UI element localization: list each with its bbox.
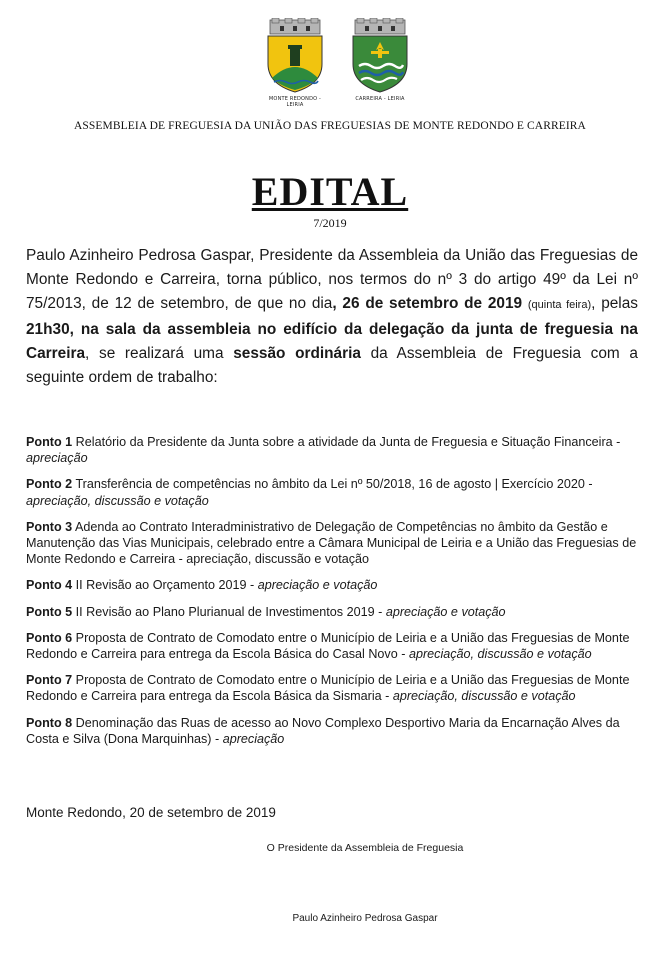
intro-paragraph [26,244,638,390]
agenda-item-label: Ponto 3 [26,519,73,534]
place-and-date: Monte Redondo, 20 de setembro de 2019 [26,805,276,820]
intro-part-4: , se realizará uma [85,344,234,362]
intro-part-5: da Assembleia de Freguesia com a seguinte ordem de trabalho: [26,344,638,387]
agenda-item-text: Adenda ao Contrato Interadministrativo de Delegação de Competências no âmbito da Gestão e Manutenção das Vias Municipais, celebrado entre a Câmara Municipal de Leiria e a União das Freguesias de Monte Redondo e Carreira - apreciação, discussão e votação [26,519,637,567]
agenda-item-text: Denominação das Ruas de acesso ao Novo Complexo Desportivo Maria da Encarnação Alves da Costa e Silva (Dona Marquinhas) - [26,715,620,746]
document-number: 7/2019 [313,216,347,230]
agenda-list [26,434,638,757]
carreira-crest [345,18,415,106]
agenda-item-label: Ponto 2 [26,477,73,492]
agenda-item-6 [26,630,638,662]
meeting-time: 21h30 [26,320,70,338]
agenda-item-text: Transferência de competências no âmbito da Lei nº 50/2018, 16 de agosto | Exercício 2020 - [72,477,593,492]
agenda-item-label: Ponto 1 [26,435,73,449]
agenda-item-label: Ponto 4 [26,578,73,593]
carreira-crest-label: CARREIRA - LEIRIA [355,96,405,102]
meeting-date: , 26 de setembro de 2019 [332,295,523,313]
agenda-item-1 [26,434,638,466]
agenda-item-text: II Revisão ao Orçamento 2019 - [72,578,258,593]
agenda-item-note: apreciação, discussão e votação [408,647,592,662]
intro-part-1: Paulo Azinheiro Pedrosa Gaspar, Presidente da Assembleia da União das Freguesias de Monte Redondo e Carreira [26,247,638,289]
agenda-item-2 [26,476,638,508]
agenda-item-label: Ponto 5 [26,604,73,619]
agenda-item-8 [26,715,638,747]
agenda-item-note: apreciação [26,451,88,466]
assembly-heading: ASSEMBLEIA DE FREGUESIA DA UNIÃO DAS FREGUESIAS DE MONTE REDONDO E CARREIRA [74,120,586,132]
crest-row [0,18,660,106]
agenda-item-text: Proposta de Contrato de Comodato entre o Município de Leiria e a União das Freguesias de Monte Redondo e Carreira para entrega da Escola Básica do Casal Novo - [26,630,630,662]
agenda-item-label: Ponto 6 [26,630,73,645]
agenda-item-text: Proposta de Contrato de Comodato entre o Município de Leiria e a União das Freguesias de Monte Redondo e Carreira para entrega da Escola Básica da Sismaria - [26,673,630,704]
meeting-weekday: (quinta feira) [527,299,592,312]
agenda-item-label: Ponto 7 [26,673,73,688]
agenda-item-5 [26,604,638,620]
agenda-item-note: apreciação, discussão e votação [392,689,576,704]
signatory-name: Paulo Azinheiro Pedrosa Gaspar [292,913,438,924]
meeting-location: , na sala da assembleia no edifício da delegação da junta de freguesia na Carreira [26,320,638,362]
intro-part-2: , torna público, nos termos do nº 3 do artigo 49º da Lei nº 75/2013, de 12 de setembro, de que no dia [26,271,638,313]
agenda-item-text: II Revisão ao Plano Plurianual de Investimentos 2019 - [72,604,386,619]
intro-part-3: , pelas [591,295,638,313]
agenda-item-text: Relatório da Presidente da Junta sobre a atividade da Junta de Freguesia e Situação Financeira - [72,435,621,449]
carreira-crest-icon [345,18,415,96]
agenda-item-note: apreciação, discussão e votação [26,493,209,508]
signatory-role: O Presidente da Assembleia de Freguesia [266,842,464,854]
monte-redondo-crest-label: MONTE REDONDO - LEIRIA [268,96,322,108]
agenda-item-note: apreciação [222,731,285,746]
agenda-item-3 [26,519,638,568]
agenda-item-4 [26,577,638,593]
document-title: EDITAL [251,169,409,214]
agenda-item-note: apreciação e votação [385,604,506,619]
agenda-item-note: apreciação e votação [257,578,378,593]
monte-redondo-crest [260,18,330,106]
monte-redondo-crest-icon [260,18,330,96]
agenda-item-7 [26,672,638,704]
agenda-item-label: Ponto 8 [26,715,73,730]
session-type: sessão ordinária [233,344,361,362]
